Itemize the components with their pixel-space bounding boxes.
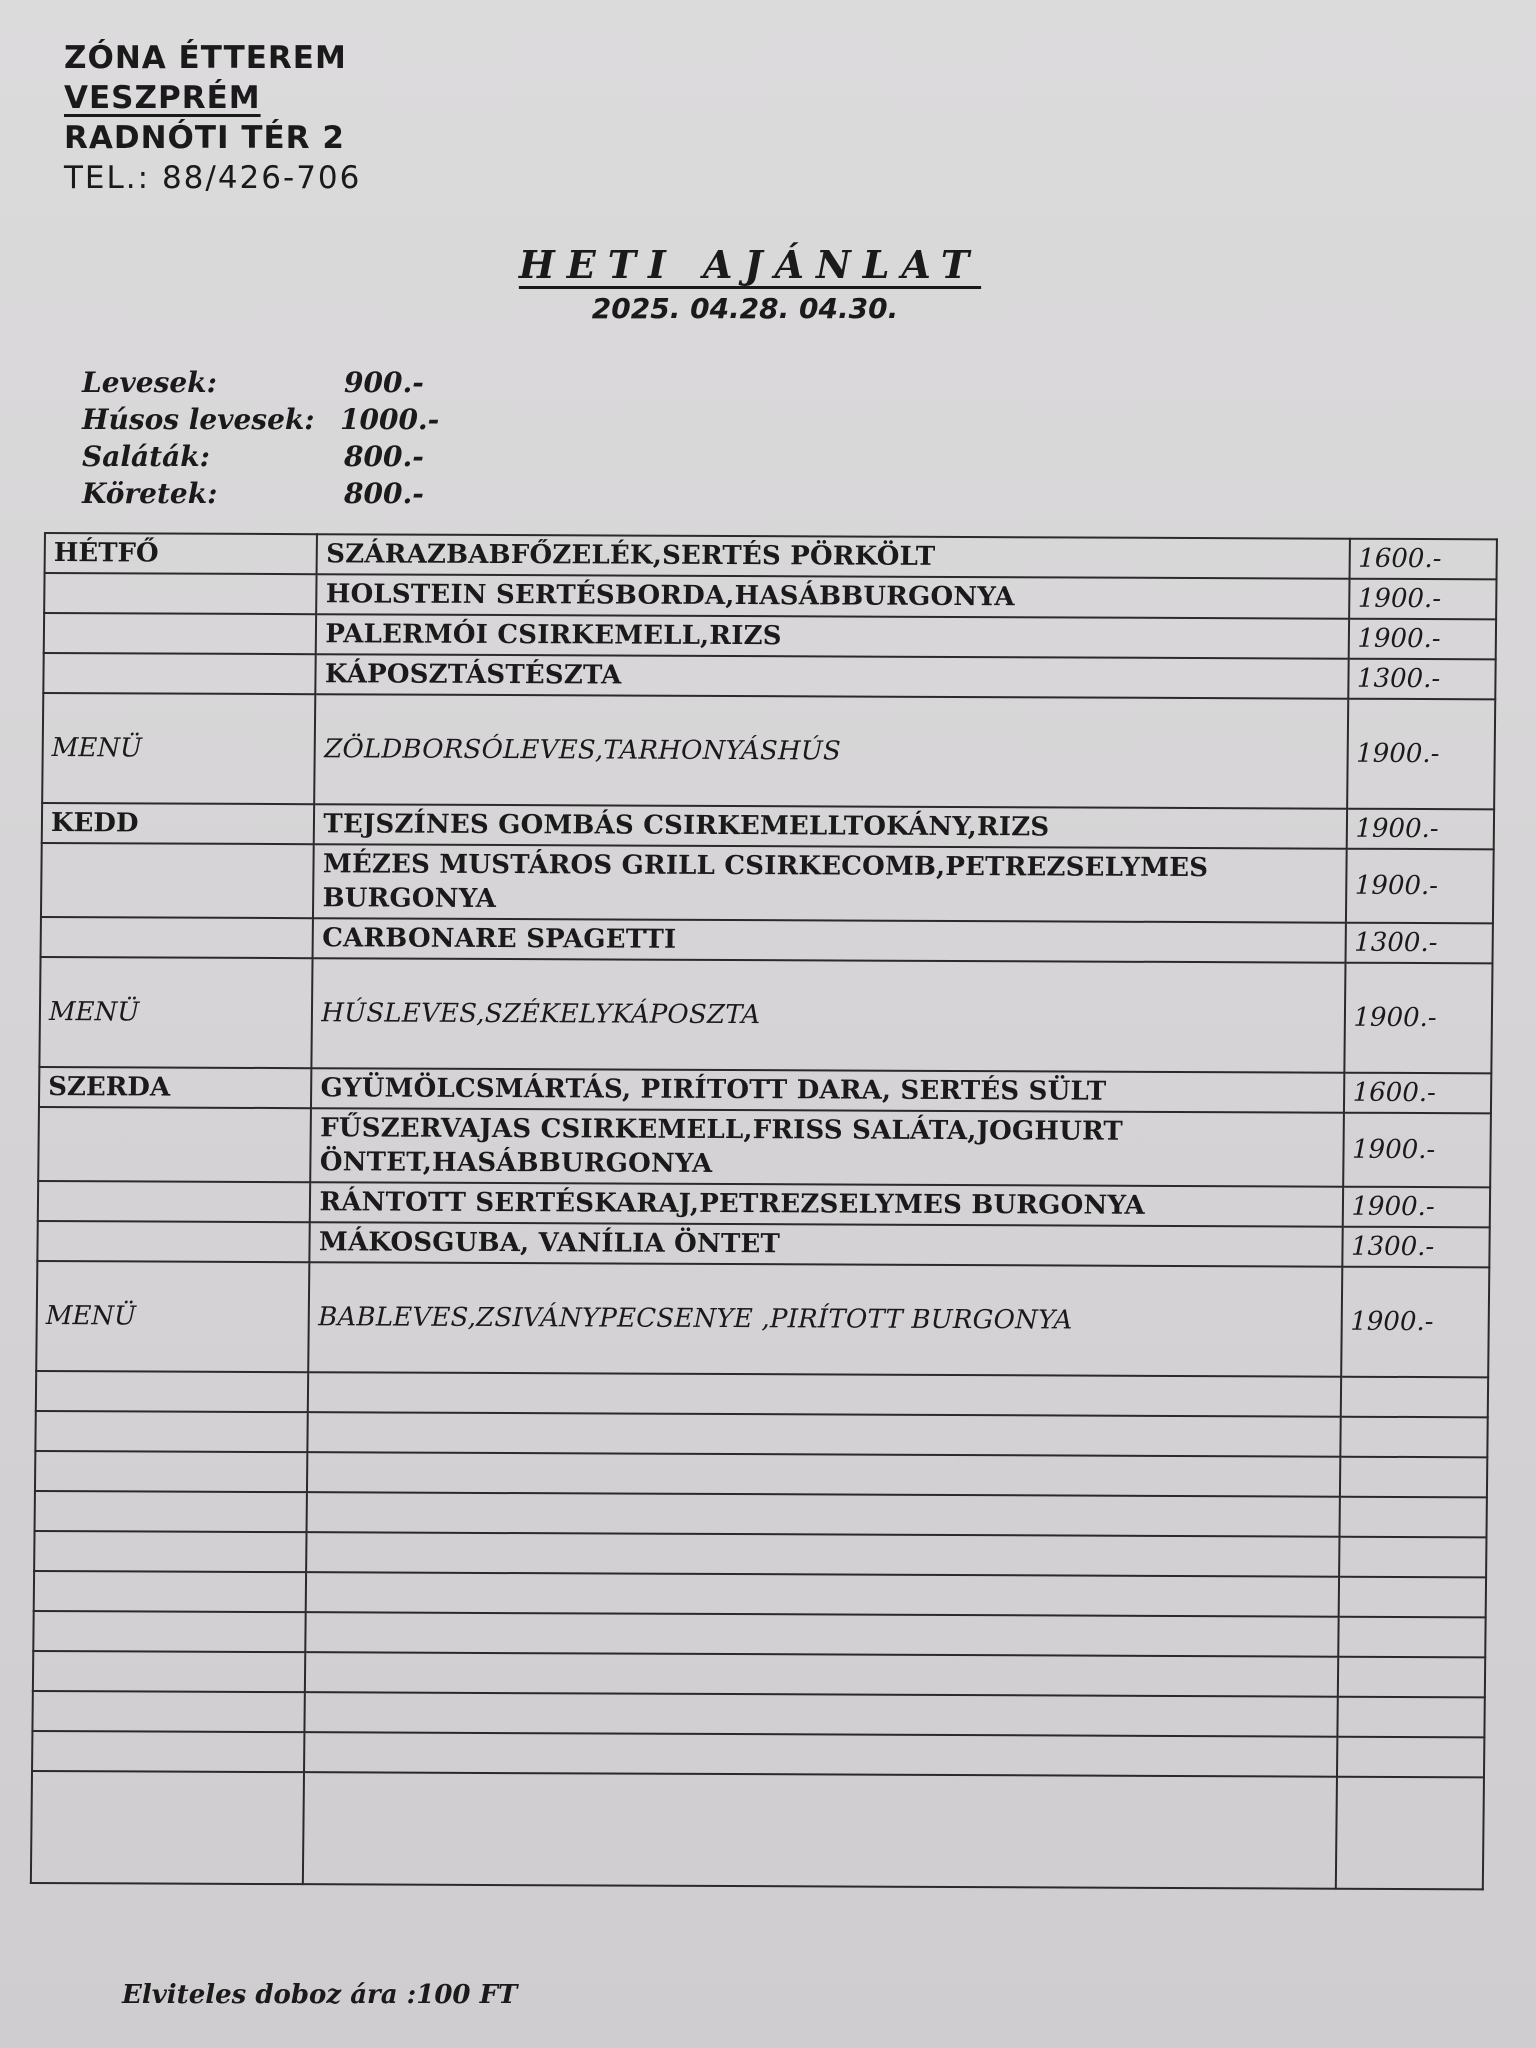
day-cell <box>41 843 314 918</box>
table-row <box>41 917 1493 963</box>
base-price-value: 1000.- <box>340 403 440 436</box>
empty-cell <box>34 1531 307 1572</box>
day-cell <box>44 573 317 614</box>
empty-cell <box>1339 1497 1487 1538</box>
table-row <box>45 533 1497 579</box>
table-row <box>42 803 1494 849</box>
dish-cell: CARBONARE SPAGETTI <box>313 918 1345 963</box>
dish-cell: MÁKOSGUBA, VANÍLIA ÖNTET <box>310 1222 1342 1267</box>
empty-cell <box>33 1611 306 1652</box>
base-price-label: Húsos levesek: <box>82 403 315 436</box>
empty-cell <box>1338 1617 1486 1658</box>
table-row <box>41 843 1494 923</box>
day-cell <box>38 1107 311 1182</box>
day-cell <box>43 653 316 694</box>
empty-cell <box>307 1492 1339 1537</box>
empty-cell <box>1337 1697 1485 1738</box>
empty-cell <box>307 1532 1339 1577</box>
dish-cell: GYÜMÖLCSMÁRTÁS, PIRÍTOTT DARA, SERTÉS SÜLT <box>311 1068 1343 1113</box>
table-row <box>37 1221 1489 1267</box>
price-cell: 1900.- <box>1343 1113 1491 1188</box>
base-price-value: 900.- <box>344 366 424 399</box>
day-cell: SZERDA <box>39 1067 312 1108</box>
base-price-list <box>82 364 439 512</box>
dish-cell: ZÖLDBORSÓLEVES,TARHONYÁSHÚS <box>315 694 1348 809</box>
base-price-label: Levesek: <box>82 366 217 399</box>
base-price-value: 800.- <box>344 440 424 473</box>
restaurant-address: RADNÓTI TÉR 2 <box>64 120 345 156</box>
empty-cell <box>32 1731 305 1772</box>
empty-cell <box>1340 1377 1488 1418</box>
price-cell: 1900.- <box>1344 963 1493 1074</box>
empty-cell <box>35 1451 308 1492</box>
empty-cell <box>1337 1737 1485 1778</box>
base-price-label: Köretek: <box>82 477 218 510</box>
day-cell: HÉTFŐ <box>45 533 318 574</box>
price-cell: 1300.- <box>1342 1227 1490 1268</box>
empty-cell <box>303 1772 1336 1889</box>
empty-cell <box>1340 1417 1488 1458</box>
base-price-row <box>82 401 439 438</box>
dish-cell: HOLSTEIN SERTÉSBORDA,HASÁBBURGONYA <box>317 574 1349 619</box>
empty-cell <box>305 1652 1337 1697</box>
empty-row <box>32 1691 1484 1737</box>
day-cell: MENÜ <box>36 1261 310 1372</box>
empty-row <box>35 1411 1487 1457</box>
page-title: HETI AJÁNLAT <box>518 242 982 287</box>
empty-cell <box>1337 1657 1485 1698</box>
table-row <box>42 693 1495 809</box>
empty-cell <box>306 1612 1338 1657</box>
takeaway-box-note: Elviteles doboz ára :100 FT <box>122 1980 518 2010</box>
restaurant-city: VESZPRÉM <box>64 80 261 116</box>
day-cell <box>41 917 314 958</box>
empty-cell <box>36 1371 309 1412</box>
price-cell: 1900.- <box>1341 1267 1490 1378</box>
dish-cell: FŰSZERVAJAS CSIRKEMELL,FRISS SALÁTA,JOGHURT ÖNTET,HASÁBBURGONYA <box>311 1108 1344 1187</box>
date-range: 2025. 04.28. 04.30. <box>591 292 899 325</box>
restaurant-name: ZÓNA ÉTTEREM <box>64 40 347 76</box>
table-row <box>39 957 1492 1073</box>
price-cell: 1900.- <box>1346 809 1494 850</box>
base-price-row <box>82 475 439 512</box>
empty-cell <box>33 1651 306 1692</box>
table-row <box>38 1107 1491 1187</box>
empty-cell <box>34 1571 307 1612</box>
empty-row <box>35 1451 1487 1497</box>
table-row <box>39 1067 1491 1113</box>
empty-cell <box>305 1692 1337 1737</box>
empty-cell <box>1339 1537 1487 1578</box>
empty-row <box>35 1491 1487 1537</box>
empty-cell <box>304 1732 1336 1777</box>
price-cell: 1900.- <box>1342 1187 1490 1228</box>
dish-cell: MÉZES MUSTÁROS GRILL CSIRKECOMB,PETREZSELYMES BURGONYA <box>313 844 1346 923</box>
empty-cell <box>31 1771 305 1884</box>
base-price-row <box>82 364 439 401</box>
dish-cell: RÁNTOTT SERTÉSKARAJ,PETREZSELYMES BURGONYA <box>310 1182 1342 1227</box>
empty-cell <box>308 1412 1340 1457</box>
price-cell: 1300.- <box>1348 659 1496 700</box>
base-price-row <box>82 438 439 475</box>
table-row <box>43 653 1495 699</box>
day-cell <box>37 1221 310 1262</box>
empty-cell <box>35 1411 308 1452</box>
day-cell: MENÜ <box>39 957 313 1068</box>
empty-row <box>34 1571 1486 1617</box>
dish-cell: KÁPOSZTÁSTÉSZTA <box>316 654 1348 699</box>
price-cell: 1600.- <box>1349 539 1497 580</box>
price-cell: 1900.- <box>1349 579 1497 620</box>
dish-cell: TEJSZÍNES GOMBÁS CSIRKEMELLTOKÁNY,RIZS <box>314 804 1346 849</box>
empty-cell <box>1338 1577 1486 1618</box>
empty-cell <box>1339 1457 1487 1498</box>
restaurant-phone: TEL.: 88/426-706 <box>64 160 362 196</box>
base-price-label: Saláták: <box>82 440 210 473</box>
day-cell: KEDD <box>42 803 315 844</box>
empty-cell <box>307 1452 1339 1497</box>
table-row <box>36 1261 1489 1377</box>
day-cell <box>44 613 317 654</box>
dish-cell: BABLEVES,ZSIVÁNYPECSENYE ,PIRÍTOTT BURGONYA <box>309 1262 1342 1377</box>
price-cell: 1900.- <box>1348 619 1496 660</box>
empty-cell <box>35 1491 308 1532</box>
empty-row <box>34 1531 1486 1577</box>
price-cell: 1900.- <box>1345 849 1493 924</box>
empty-cell <box>1335 1777 1484 1890</box>
table-row <box>38 1181 1490 1227</box>
empty-cell <box>308 1372 1340 1417</box>
empty-cell <box>306 1572 1338 1617</box>
empty-row <box>33 1651 1485 1697</box>
empty-row <box>36 1371 1488 1417</box>
table-row <box>44 613 1496 659</box>
base-price-value: 800.- <box>344 477 424 510</box>
weekly-menu-table <box>30 532 1498 1890</box>
empty-row <box>32 1731 1484 1777</box>
table-row <box>44 573 1496 619</box>
dish-cell: PALERMÓI CSIRKEMELL,RIZS <box>316 614 1348 659</box>
empty-cell <box>32 1691 305 1732</box>
empty-row <box>33 1611 1485 1657</box>
price-cell: 1300.- <box>1345 923 1493 964</box>
dish-cell: HÚSLEVES,SZÉKELYKÁPOSZTA <box>312 958 1345 1073</box>
price-cell: 1600.- <box>1343 1073 1491 1114</box>
restaurant-header <box>64 38 361 198</box>
day-cell: MENÜ <box>42 693 316 804</box>
empty-row <box>31 1771 1484 1889</box>
day-cell <box>38 1181 311 1222</box>
dish-cell: SZÁRAZBABFŐZELÉK,SERTÉS PÖRKÖLT <box>317 534 1349 579</box>
price-cell: 1900.- <box>1347 699 1496 810</box>
